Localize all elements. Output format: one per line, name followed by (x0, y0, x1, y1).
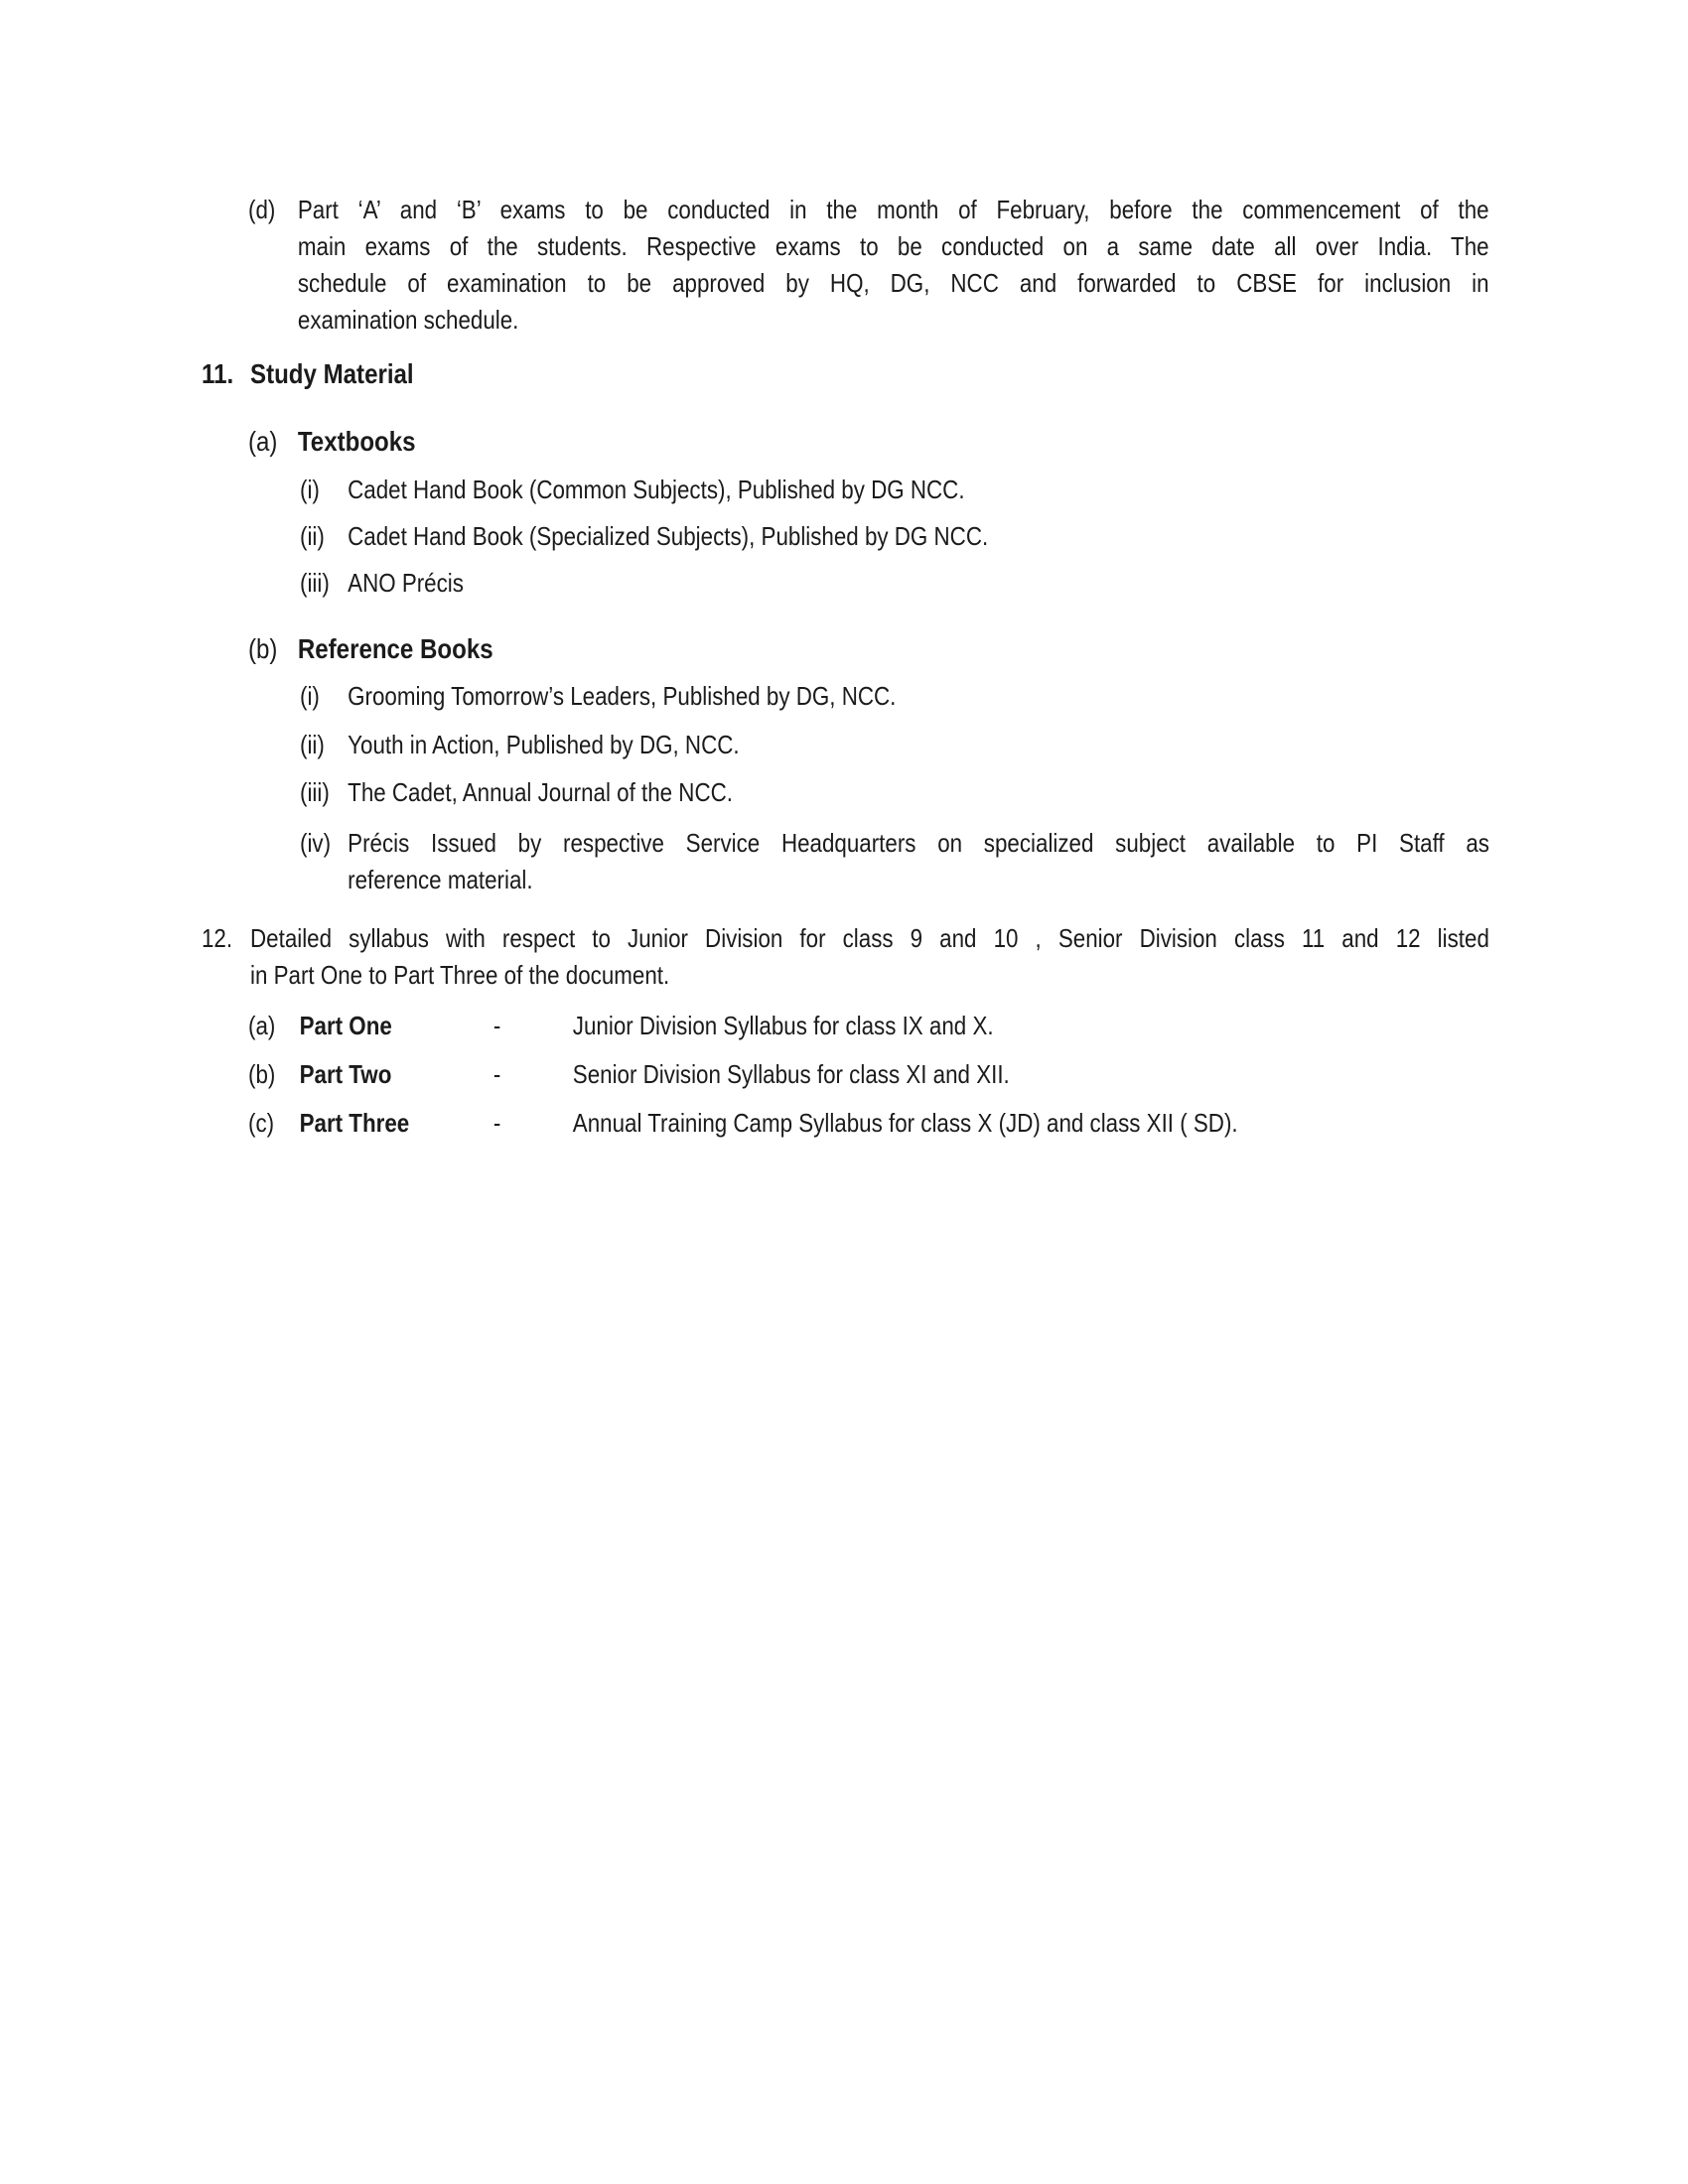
reference-books-heading (248, 630, 1688, 667)
part-three-row (248, 1105, 1688, 1142)
reference-item-iv (300, 825, 1688, 898)
part-one-separator: - (492, 1011, 501, 1040)
paragraph-d-body (298, 192, 1489, 339)
reference-item-ii-text: Youth in Action, Published by DG, NCC. (348, 730, 740, 759)
part-two-description: Senior Division Syllabus for class XI and XII. (572, 1059, 1010, 1089)
paragraph-d-line-3: schedule of examination to be approved by HQ, DG, NCC and forwarded to CBSE for inclusion in (297, 268, 1489, 298)
reference-item-iii-label: (iii) (300, 777, 330, 807)
reference-item-ii-label: (ii) (300, 730, 325, 759)
part-one-label: (a) (248, 1011, 276, 1040)
textbooks-item-i (300, 472, 1688, 508)
paragraph-12-body (250, 920, 1489, 994)
paragraph-d-line-4: examination schedule. (297, 305, 519, 335)
textbooks-item-ii-label: (ii) (300, 521, 325, 551)
textbooks-item-iii-label: (iii) (300, 568, 330, 598)
paragraph-d-line-1: Part ‘A’ and ‘B’ exams to be conducted in the month of February, before the commencement of the (297, 195, 1489, 224)
paragraph-d (248, 192, 1688, 339)
part-two-name: Part Two (299, 1059, 392, 1089)
textbooks-heading (248, 423, 1688, 460)
reference-item-iii (300, 774, 1688, 811)
textbooks-title: Textbooks (297, 426, 416, 457)
paragraph-12-line-2: in Part One to Part Three of the document. (250, 960, 670, 990)
part-one-description: Junior Division Syllabus for class IX and X. (572, 1011, 994, 1040)
textbooks-item-ii-text: Cadet Hand Book (Specialized Subjects), Published by DG NCC. (348, 521, 989, 551)
paragraph-12-line-1: Detailed syllabus with respect to Junior Division for class 9 and 10 , Senior Division class 11 and 12 listed (250, 923, 1489, 953)
paragraph-d-label: (d) (248, 195, 276, 224)
section-11-number: 11. (202, 358, 234, 389)
part-three-label: (c) (248, 1108, 275, 1138)
reference-item-iii-text: The Cadet, Annual Journal of the NCC. (348, 777, 733, 807)
reference-books-title: Reference Books (297, 633, 493, 664)
part-two-row (248, 1056, 1688, 1093)
part-three-separator: - (492, 1108, 501, 1138)
part-three-name: Part Three (299, 1108, 410, 1138)
reference-item-ii (300, 727, 1688, 763)
textbooks-item-iii-text: ANO Précis (348, 568, 464, 598)
page-content (0, 192, 1688, 1142)
textbooks-item-i-text: Cadet Hand Book (Common Subjects), Published by DG NCC. (348, 475, 965, 504)
textbooks-label: (a) (248, 426, 278, 457)
section-11-title: Study Material (250, 358, 414, 389)
part-three-description: Annual Training Camp Syllabus for class X (JD) and class XII ( SD). (572, 1108, 1238, 1138)
paragraph-12-number: 12. (202, 923, 233, 953)
paragraph-12 (202, 920, 1688, 994)
part-one-row (248, 1008, 1688, 1044)
part-one-name: Part One (299, 1011, 392, 1040)
paragraph-d-line-2: main exams of the students. Respective exams to be conducted on a same date all over India. The (297, 231, 1489, 261)
textbooks-item-ii (300, 518, 1688, 555)
reference-item-i (300, 678, 1688, 715)
part-two-separator: - (492, 1059, 501, 1089)
reference-item-i-label: (i) (300, 681, 320, 711)
part-two-label: (b) (248, 1059, 276, 1089)
reference-item-iv-body (348, 825, 1489, 898)
reference-item-iv-line-2: reference material. (348, 865, 533, 894)
textbooks-item-i-label: (i) (300, 475, 320, 504)
reference-item-iv-line-1: Précis Issued by respective Service Headquarters on specialized subject available to PI Staff as (348, 828, 1489, 858)
reference-books-label: (b) (248, 633, 278, 664)
reference-item-i-text: Grooming Tomorrow’s Leaders, Published by DG, NCC. (348, 681, 897, 711)
reference-item-iv-label: (iv) (300, 828, 332, 858)
section-11-heading (202, 355, 1688, 392)
textbooks-item-iii (300, 565, 1688, 602)
